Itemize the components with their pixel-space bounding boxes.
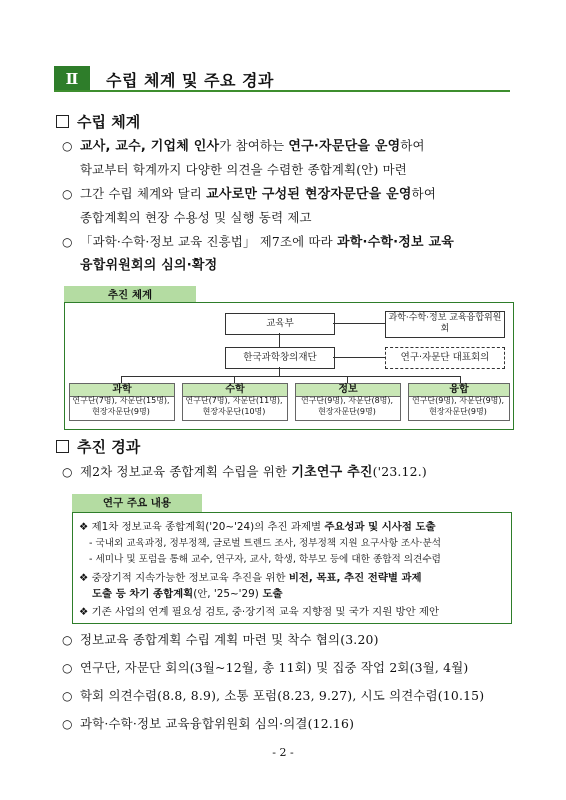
diamond-bullet-icon: ❖: [79, 521, 92, 533]
research-sub-1: - 국내외 교육과정, 정부정책, 글로벌 트렌드 조사, 정부정책 지원 요구사항 조사·분석: [89, 538, 441, 549]
diamond-bullet-icon: ❖: [79, 606, 92, 618]
category-science-desc: 연구단(7명), 자문단(15명), 현장자문단(9명): [72, 396, 170, 416]
research-tab: 연구 주요 내용: [72, 494, 202, 512]
category-math: 수학: [182, 383, 288, 397]
kofac-node: 한국과학창의재단: [225, 347, 335, 369]
research-box: [72, 512, 512, 624]
category-info: 정보: [295, 383, 401, 397]
square-bullet-icon: [56, 440, 69, 453]
circle-bullet-icon: ○: [62, 187, 73, 201]
circle-bullet-icon: ○: [62, 139, 73, 153]
circle-bullet-icon: ○: [62, 717, 73, 731]
establish-item-2-line1: 그간 수립 체계와 달리 교사로만 구성된 현장자문단을 운영하여: [80, 186, 436, 202]
connector-line: [460, 376, 461, 383]
connector-line: [121, 376, 122, 383]
research-item-3: ❖ 기존 사업의 연계 필요성 검토, 중·장기적 교육 지향점 및 국가 지원 방안 제안: [79, 606, 439, 618]
category-convergence: 융합: [408, 383, 510, 397]
square-bullet-icon: [56, 115, 69, 128]
establish-heading: [56, 111, 140, 132]
establish-item-1-line2: 학교부터 학계까지 다양한 의견을 수렴한 종합계획(안) 마련: [80, 162, 407, 177]
connector-line: [347, 376, 348, 383]
circle-bullet-icon: ○: [62, 235, 73, 249]
circle-bullet-icon: ○: [62, 689, 73, 703]
category-info-desc: 연구단(9명), 자문단(8명), 현장자문단(9명): [300, 396, 394, 416]
circle-bullet-icon: ○: [62, 465, 73, 479]
research-sub-2: - 세미나 및 포럼을 통해 교수, 연구자, 교사, 학생, 학부모 등에 대한 종합적 의견수렴: [89, 554, 441, 565]
establish-item-1: [62, 134, 522, 182]
progress-item-1: ○ 정보교육 종합계획 수립 계획 마련 및 착수 협의(3.20): [62, 628, 522, 652]
circle-bullet-icon: ○: [62, 661, 73, 675]
establish-heading-text: 수립 체계: [77, 113, 141, 131]
establish-item-3: [62, 230, 522, 278]
connector-line: [234, 376, 235, 383]
establish-item-2-line2: 종합계획의 현장 수용성 및 실행 동력 제고: [80, 210, 312, 225]
progress-first-item: ○ 제2차 정보교육 종합계획 수립을 위한 기초연구 추진('23.12.): [62, 460, 522, 484]
progress-item-3: ○ 학회 의견수렴(8.8, 8.9), 소통 포럼(8.23, 9.27), 시도 의견수렴(10.15): [62, 684, 522, 708]
category-math-desc: 연구단(7명), 자문단(11명), 현장자문단(10명): [185, 396, 283, 416]
progress-item-2: ○ 연구단, 자문단 회의(3월~12월, 총 11회) 및 집중 작업 2회(3월, 4월): [62, 656, 522, 680]
category-science: 과학: [69, 383, 175, 397]
progress-heading: [56, 436, 140, 457]
section-number: Ⅱ: [54, 66, 90, 92]
committee-node: 과학·수학·정보 교육융합위원회: [385, 311, 505, 338]
research-item-1: ❖ 제1차 정보교육 종합계획('20~'24)의 추진 과제별 주요성과 및 시사점 도출: [79, 521, 436, 533]
circle-bullet-icon: ○: [62, 633, 73, 647]
establish-item-3-line1: 「과학·수학·정보 교육 진흥법」 제7조에 따라 과학·수학·정보 교육: [80, 234, 455, 250]
category-convergence-desc: 연구단(9명), 자문단(9명), 현장자문단(9명): [411, 396, 505, 416]
research-item-2: ❖ 중장기적 지속가능한 정보교육 추진을 위한 비전, 목표, 추진 전략별 과제: [79, 572, 422, 584]
section-underline: [54, 90, 510, 92]
connector-line: [279, 367, 280, 376]
establish-item-1-line1: 교사, 교수, 기업체 인사가 참여하는 연구·자문단을 운영하여: [80, 138, 425, 154]
connector-line: [121, 376, 460, 377]
page-number: - 2 -: [272, 746, 294, 759]
reps-meeting-node: 연구·자문단 대표회의: [385, 347, 505, 369]
progress-item-4: ○ 과학·수학·정보 교육융합위원회 심의·의결(12.16): [62, 712, 522, 736]
promo-system-tab: 추진 체계: [64, 286, 196, 303]
connector-line: [333, 323, 385, 324]
diamond-bullet-icon: ❖: [79, 572, 92, 584]
establish-item-2: [62, 182, 522, 230]
section-header: [54, 66, 510, 92]
moe-node: 교육부: [225, 313, 335, 335]
connector-line: [333, 357, 385, 358]
organization-diagram: [64, 302, 514, 430]
connector-line: [279, 333, 280, 347]
section-title: 수립 체계 및 주요 경과: [106, 71, 274, 90]
progress-heading-text: 추진 경과: [77, 438, 141, 456]
establish-item-3-line2: 융합위원회의 심의·확정: [80, 258, 218, 273]
research-item-2-cont: 도출 등 차기 종합계획(안, '25~'29) 도출: [92, 588, 283, 600]
